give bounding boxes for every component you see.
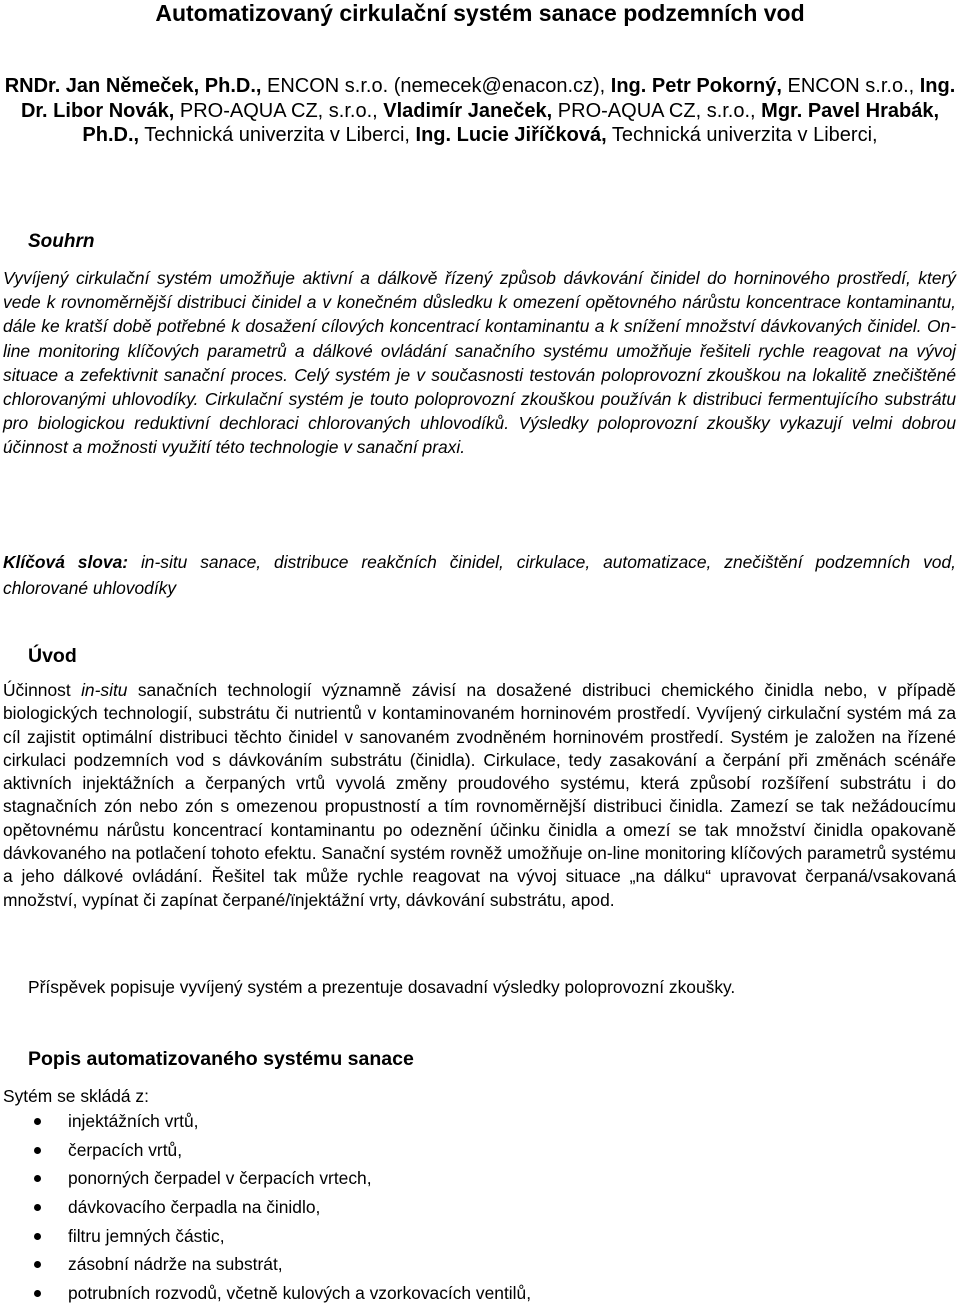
list-item-text: injektážních vrtů, (68, 1111, 199, 1131)
abstract-text: Vyvíjený cirkulační systém umožňuje aktivní a dálkově řízený způsob dávkování činidel do horninového prostředí, který vede k rovnoměrnější distribuci činidel a v konečném důsledku k omezení opětovného nárůstu koncentrace kontaminantu, dále ke kratší době potřebné k dosažení cílových koncentrací kontaminantu a k snížení množství dávkovaných činidel. On-line monitoring klíčových parametrů a dálkové ovládání sanačního systému umožňuje řešiteli rychle reagovat na vývoj situace a zefektivnit sanační proces. Celý systém je v současnosti testován poloprovozní zkouškou na lokalitě znečištěné chlorovanými uhlovodíky. Cirkulační systém je touto poloprovozní zkouškou používán k distribuci fermentujícího substrátu pro biologickou reduktivní dechloraci chlorovaných uhlovodíků. Výsledky poloprovozní zkoušky vykazují velmi dobrou účinnost a možnosti využití této technologie v sanační praxi. (3, 268, 956, 458)
author-name: Vladimír Janeček, (383, 99, 553, 122)
list-item-text: čerpacích vrtů, (68, 1139, 183, 1160)
list-item (0, 1279, 531, 1308)
author-affiliation: ENCON s.r.o., (781, 75, 920, 97)
author-name: Ing. Petr Pokorný, (610, 75, 782, 97)
author-affiliation: Technická univerzita v Liberci, (606, 124, 878, 146)
author-affiliation: ENCON s.r.o. (nemecek@enacon.cz), (261, 75, 611, 97)
bullet-icon (34, 1147, 41, 1154)
list-item (0, 1107, 531, 1136)
intro-text: Účinnost (3, 680, 82, 700)
keywords-text: in-situ sanace, distribuce reakčních činidel, cirkulace, automatizace, znečištění podzemních vod, chlorované uhlovodíky (3, 552, 956, 598)
paper-title: Automatizovaný cirkulační systém sanace podzemních vod (155, 0, 805, 26)
list-item-text: ponorných čerpadel v čerpacích vrtech, (68, 1168, 372, 1189)
system-lead: Sytém se skládá z: (3, 1086, 149, 1106)
list-item-text: zásobní nádrže na substrát, (68, 1254, 283, 1275)
bullet-icon (34, 1290, 41, 1297)
list-item (0, 1222, 531, 1251)
bullet-icon (34, 1204, 41, 1211)
list-item-text: potrubních rozvodů, včetně kulových a vzorkovacích ventilů, (68, 1283, 532, 1304)
author-name: Ing. Dr. Libor Novák, (20, 75, 956, 122)
list-item-text: filtru jemných částic, (68, 1225, 225, 1246)
keywords (3, 549, 956, 601)
list-item (0, 1164, 531, 1193)
author-name: Ing. Lucie Jiříčková, (415, 124, 607, 146)
bullet-icon (34, 1118, 41, 1125)
author-list (0, 74, 960, 148)
bullet-icon (34, 1175, 41, 1182)
intro-text: sanačních technologií významně závisí na dosažené distribuci chemického činidla nebo, v případě biologických technologií, substrátu či nutrientů v kontaminovaném horninovém prostředí. Vyvíjený cirkulační systém má za cíl zajistit optimální distribuci těchto činidel v sanovaném zvodněném horninovém prostředí. Systém je založen na řízené cirkulaci podzemních vod s dávkováním substrátu (činidla). Cirkulace, tedy zasakování a čerpání při změnách scénáře aktivních injektážních a čerpaných vrtů vyvolá změny proudového systému, která způsobí rozšíření substrátu i do stagnačních zón nebo zón s omezenou propustností a tím rovnoměrnější distribuci činidla. Zamezí se tak nežádoucímu opětovnému nárůstu koncentrací kontaminantu po odeznění účinku činidla a omezí se tak množství činidla opakovaně dávkovaného na potlačení tohoto efektu. Sanační systém rovněž umožňuje on-line monitoring klíčových parametrů systému a jeho dálkové ovládání. Řešitel tak může rychle reagovat na vývoj situace „na dálku“ upravovat čerpaná/vsakovaná množství, vypínat či zapínat čerpané/ïnjektážní vrty, dávkování substrátu, apod. (3, 680, 956, 910)
list-item (0, 1136, 531, 1165)
intro-heading: Úvod (28, 645, 77, 667)
list-item (0, 1250, 531, 1279)
intro-in-situ: in-situ (81, 680, 128, 700)
author-affiliation: PRO-AQUA CZ, s.r.o., (174, 99, 384, 122)
component-list (0, 1107, 531, 1308)
author-name: RNDr. Jan Němeček, Ph.D., (4, 75, 262, 97)
intro-paragraph-2: Příspěvek popisuje vyvíjený systém a prezentuje dosavadní výsledky poloprovozní zkoušky. (28, 977, 736, 997)
bullet-icon (34, 1233, 41, 1240)
list-item-text: dávkovacího čerpadla na činidlo, (68, 1197, 321, 1218)
author-name: Mgr. Pavel Hrabák, Ph.D., (82, 99, 940, 146)
bullet-icon (34, 1261, 41, 1268)
author-affiliation: PRO-AQUA CZ, s.r.o., (552, 99, 762, 122)
author-affiliation: Technická univerzita v Liberci, (139, 124, 416, 146)
list-item (0, 1193, 531, 1222)
keywords-label: Klíčová slova: (3, 552, 129, 572)
abstract-heading: Souhrn (28, 231, 95, 252)
system-heading: Popis automatizovaného systému sanace (28, 1048, 414, 1070)
intro-paragraph (3, 679, 956, 912)
